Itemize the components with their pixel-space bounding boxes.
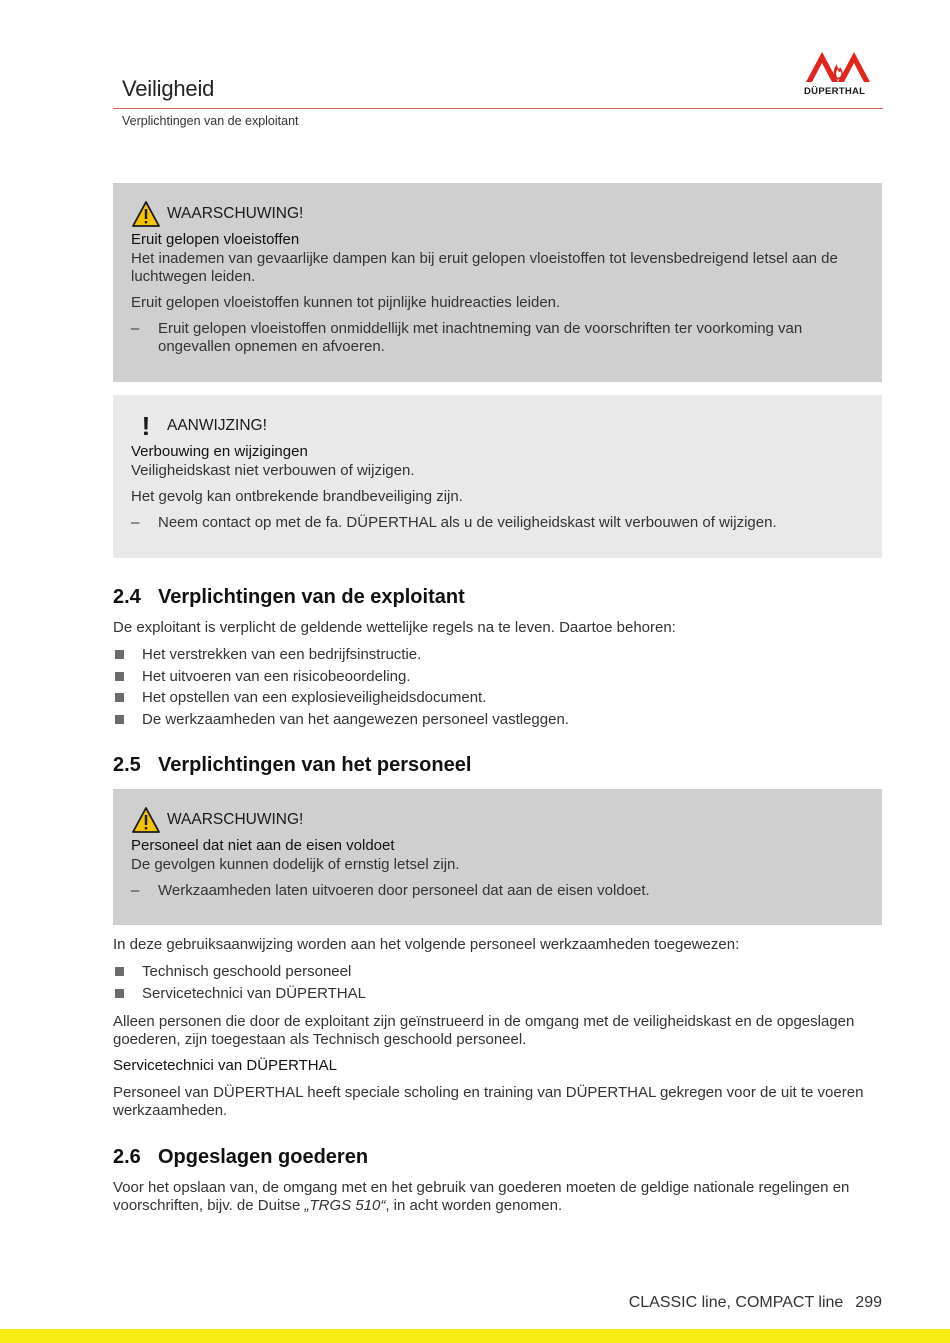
- service-technicians-heading: Servicetechnici van DÜPERTHAL: [113, 1057, 337, 1074]
- square-bullet-icon: [115, 989, 124, 998]
- section-number: 2.5: [113, 754, 141, 776]
- warning-triangle-icon: [131, 200, 161, 228]
- list-item: Het opstellen van een explosieveiligheidsdocument.: [113, 687, 569, 709]
- notice-action-text: Neem contact op met de fa. DÜPERTHAL als u de veiligheidskast wilt verbouwen of wijzigen.: [158, 514, 777, 531]
- list-item: Technisch geschoold personeel: [113, 961, 366, 983]
- section-title: Verplichtingen van het personeel: [158, 754, 472, 776]
- personnel-list: [113, 961, 366, 1004]
- warning-paragraph: De gevolgen kunnen dodelijk of ernstig letsel zijn.: [131, 856, 460, 873]
- section-title: Verplichtingen van de exploitant: [158, 586, 465, 608]
- warning-signal-word: WAARSCHUWING!: [167, 811, 304, 828]
- warning-paragraph: Het inademen van gevaarlijke dampen kan bij eruit gelopen vloeistoffen tot levensbedreigend letsel aan de luchtwegen leiden.: [131, 250, 838, 285]
- section-heading-2-5: [113, 754, 471, 777]
- section-number: 2.4: [113, 586, 141, 608]
- duperthal-logo-text: DÜPERTHAL: [804, 86, 866, 97]
- section-title: Opgeslagen goederen: [158, 1146, 369, 1168]
- warning-action: – Werkzaamheden laten uitvoeren door personeel dat aan de eisen voldoet.: [131, 882, 650, 899]
- square-bullet-icon: [115, 650, 124, 659]
- warning-header: [131, 807, 864, 833]
- exclamation-icon: !: [141, 411, 151, 441]
- header-rule: [113, 108, 883, 109]
- notice-header: [131, 413, 864, 439]
- warning-action-text: Eruit gelopen vloeistoffen onmiddellijk met inachtneming van de voorschriften ter voorkoming van ongevallen opnemen en afvoeren.: [158, 320, 803, 355]
- list-item: Het verstrekken van een bedrijfsinstructie.: [113, 644, 569, 666]
- list-item: Servicetechnici van DÜPERTHAL: [113, 983, 366, 1005]
- warning-action: – Eruit gelopen vloeistoffen onmiddellijk met inachtneming van de voorschriften ter voorkoming van ongevallen opnemen en afvoeren.: [131, 320, 864, 356]
- warning-subtitle: Personeel dat niet aan de eisen voldoet: [131, 837, 395, 854]
- warning-action-text: Werkzaamheden laten uitvoeren door personeel dat aan de eisen voldoet.: [158, 882, 650, 899]
- square-bullet-icon: [115, 693, 124, 702]
- section-number: 2.6: [113, 1146, 141, 1168]
- section-intro: De exploitant is verplicht de geldende wettelijke regels na te leven. Daartoe behoren:: [113, 619, 676, 636]
- notice-paragraph: Veiligheidskast niet verbouwen of wijzigen.: [131, 462, 415, 479]
- page-header-subtitle: Verplichtingen van de exploitant: [122, 114, 299, 128]
- square-bullet-icon: [115, 967, 124, 976]
- page-header-title: Veiligheid: [122, 76, 215, 101]
- warning-header: [131, 201, 864, 227]
- page-number: 299: [855, 1294, 882, 1311]
- notice-signal-word: AANWIJZING!: [167, 417, 267, 434]
- warning-paragraph: Eruit gelopen vloeistoffen kunnen tot pijnlijke huidreacties leiden.: [131, 294, 561, 311]
- footer-color-bar: [0, 1329, 950, 1343]
- service-technicians-paragraph: Personeel van DÜPERTHAL heeft speciale scholing en training van DÜPERTHAL gekregen voor de uit te voeren werkzaamheden.: [113, 1084, 864, 1119]
- warning-signal-word: WAARSCHUWING!: [167, 205, 304, 222]
- square-bullet-icon: [115, 672, 124, 681]
- section-heading-2-6: [113, 1146, 368, 1169]
- notice-paragraph: Het gevolg kan ontbrekende brandbeveiliging zijn.: [131, 488, 463, 505]
- regulation-reference: „TRGS 510“: [304, 1197, 386, 1214]
- footer-product-line: CLASSIC line, COMPACT line: [628, 1294, 844, 1311]
- obligations-list: [113, 644, 569, 730]
- list-item: Het uitvoeren van een risicobeoordeling.: [113, 666, 569, 688]
- notice-subtitle: Verbouwing en wijzigingen: [131, 443, 308, 460]
- square-bullet-icon: [115, 715, 124, 724]
- trained-personnel-paragraph: Alleen personen die door de exploitant zijn geïnstrueerd in de omgang met de veiligheidskast en de opgeslagen goederen, zijn toegestaan als Technisch geschoold personeel.: [113, 1013, 855, 1048]
- list-item: De werkzaamheden van het aangewezen personeel vastleggen.: [113, 709, 569, 731]
- notice-action: – Neem contact op met de fa. DÜPERTHAL als u de veiligheidskast wilt verbouwen of wijzigen.: [131, 514, 777, 531]
- section-heading-2-4: [113, 586, 465, 609]
- notice-box-modifications: [113, 395, 882, 558]
- warning-triangle-icon: [131, 806, 161, 834]
- page-footer: [629, 1294, 882, 1312]
- stored-goods-paragraph: Voor het opslaan van, de omgang met en het gebruik van goederen moeten de geldige nationale regelingen en voorschriften, bijv. de Duitse „TRGS 510“, in acht worden genomen.: [113, 1179, 850, 1214]
- personnel-intro: In deze gebruiksaanwijzing worden aan het volgende personeel werkzaamheden toegewezen:: [113, 936, 740, 953]
- warning-box-spilled-liquids: [113, 183, 882, 382]
- warning-box-personnel: [113, 789, 882, 925]
- warning-subtitle: Eruit gelopen vloeistoffen: [131, 231, 300, 248]
